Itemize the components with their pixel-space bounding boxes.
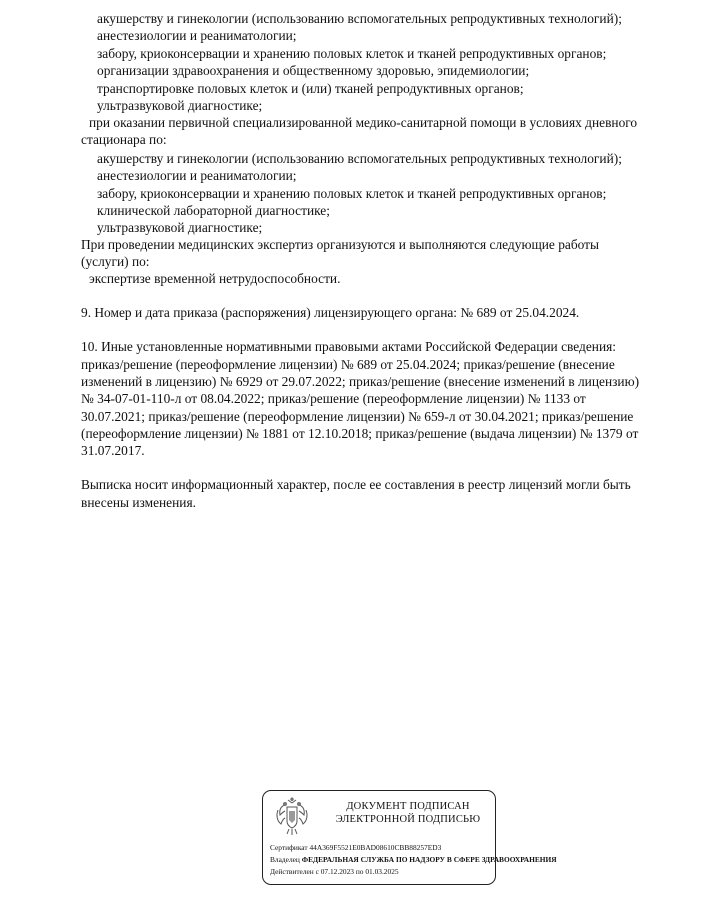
owner-label: Владелец xyxy=(270,855,300,864)
russian-coat-of-arms-icon xyxy=(273,797,311,837)
text-line: ультразвуковой диагностике; xyxy=(97,98,263,113)
text-line: клинической лабораторной диагностике; xyxy=(97,203,330,218)
stamp-title xyxy=(323,800,493,826)
text-line: акушерству и гинекологии (использованию вспомогательных репродуктивных технологий); xyxy=(97,11,622,26)
stamp-title-line: ЭЛЕКТРОННОЙ ПОДПИСЬЮ xyxy=(335,814,481,825)
text-line: экспертизе временной нетрудоспособности. xyxy=(89,271,341,286)
text-line: организации здравоохранения и общественному здоровью, эпидемиологии; xyxy=(97,63,530,78)
section-9-text: 9. Номер и дата приказа (распоряжения) лицензирующего органа: № 689 от 25.04.2024. xyxy=(81,305,580,320)
section-10-heading: 10. Иные установленные нормативными правовыми актами Российской Федерации сведения: xyxy=(81,339,616,354)
text-line: анестезиологии и реаниматологии; xyxy=(97,168,297,183)
text-line: (переоформление лицензии) № 1881 от 12.10.2018; приказ/решение (выдача лицензии) № 1379 от xyxy=(81,426,639,441)
validity-line: Действителен с 07.12.2023 по 01.03.2025 xyxy=(270,867,399,876)
text-line: акушерству и гинекологии (использованию вспомогательных репродуктивных технологий); xyxy=(97,151,622,166)
owner-line xyxy=(270,855,557,865)
disclaimer-text: внесены изменения. xyxy=(81,495,196,510)
text-line: при оказании первичной специализированной медико-санитарной помощи в условиях дневного xyxy=(89,115,638,130)
text-line: стационара по: xyxy=(81,132,167,147)
text-line: 30.07.2021; приказ/решение (переоформление лицензии) № 659-л от 30.04.2021; приказ/решение xyxy=(81,409,634,424)
certificate-label: Сертификат xyxy=(270,843,308,852)
text-line: забору, криоконсервации и хранению половых клеток и тканей репродуктивных органов; xyxy=(97,46,607,61)
certificate-value: 44A369F5521E0BAD08610CBB88257ED3 xyxy=(309,843,442,852)
electronic-signature-stamp xyxy=(262,790,557,885)
text-line: При проведении медицинских экспертиз организуются и выполняются следующие работы xyxy=(81,237,600,252)
text-line: № 34-07-01-110-л от 08.04.2022; приказ/решение (переоформление лицензии) № 1133 от xyxy=(81,391,586,406)
text-line: приказ/решение (переоформление лицензии) № 689 от 25.04.2024; приказ/решение (внесение xyxy=(81,357,615,372)
text-line: анестезиологии и реаниматологии; xyxy=(97,28,297,43)
text-line: 31.07.2017. xyxy=(81,443,145,458)
text-line: (услуги) по: xyxy=(81,254,150,269)
text-line: изменений в лицензию) № 6929 от 29.07.2022; приказ/решение (внесение изменений в лицензию) xyxy=(81,374,640,389)
text-line: забору, криоконсервации и хранению половых клеток и тканей репродуктивных органов; xyxy=(97,186,607,201)
stamp-title-line: ДОКУМЕНТ ПОДПИСАН xyxy=(346,801,470,812)
owner-value: ФЕДЕРАЛЬНАЯ СЛУЖБА ПО НАДЗОРУ В СФЕРЕ ЗДРАВООХРАНЕНИЯ xyxy=(301,855,557,864)
text-line: транспортировке половых клеток и (или) тканей репродуктивных органов; xyxy=(97,81,524,96)
disclaimer-text: Выписка носит информационный характер, после ее составления в реестр лицензий могли быть xyxy=(81,477,631,492)
text-line: ультразвуковой диагностике; xyxy=(97,220,263,235)
certificate-line xyxy=(270,843,441,853)
